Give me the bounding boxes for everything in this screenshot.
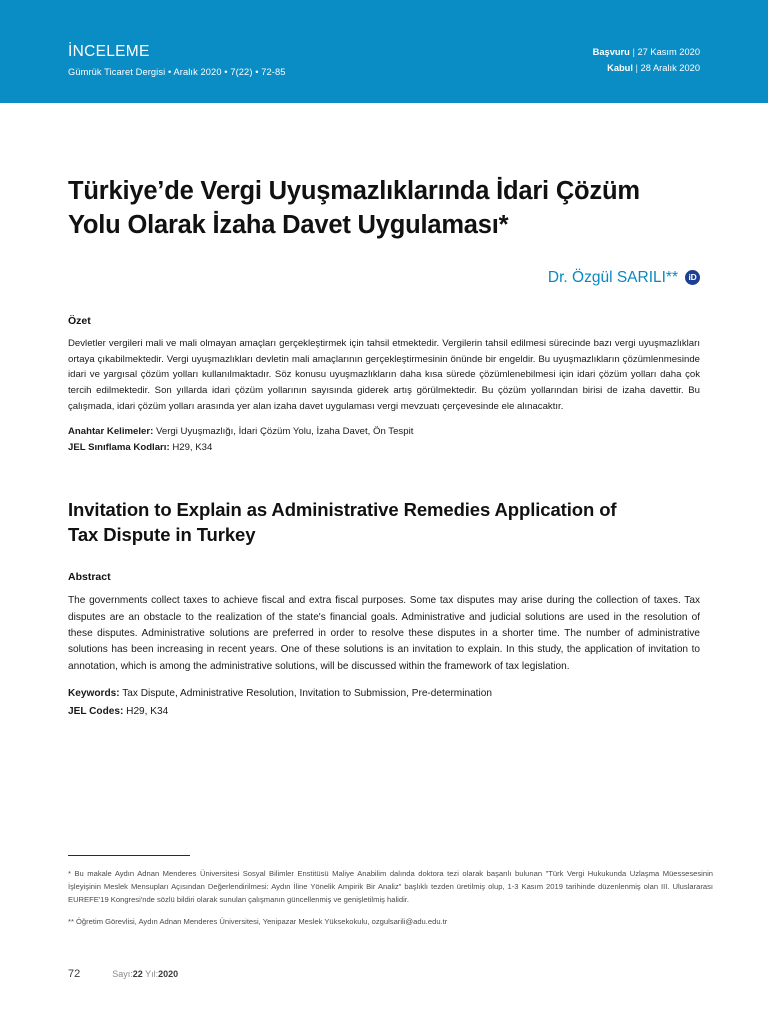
jel-en-value: H29, K34 [126, 706, 169, 717]
keywords-en-value: Tax Dispute, Administrative Resolution, Invitation to Submission, Pre-determination [122, 688, 492, 700]
keywords-tr-label: Anahtar Kelimeler: [68, 425, 154, 437]
header-content [68, 43, 700, 78]
footnotes-block [68, 855, 713, 928]
abstract-en-text: The governments collect taxes to achieve fiscal and extra fiscal purposes. Some tax disputes may arise during the collection of taxes. Tax disputes are an obstacle to the realization of the state's financial goals. Administrative and judicial solutions are used in the resolution of these disputes. Administrative solutions are preferred in order to resolve these disputes in a shorter time. The number of administrative solutions has been increasing in recent years. One of these solutions is an invitation to explain. In this study, the application of invitation to annotation, which is among the administrative solutions, will be discussed within the framework of tax legislation. [68, 595, 700, 672]
year-label: Yıl: [145, 969, 159, 979]
abstract-en-heading: Abstract [68, 570, 111, 583]
header-left-block [68, 43, 286, 78]
journal-citation-meta: Gümrük Ticaret Dergisi • Aralık 2020 • 7(22) • 72-85 [68, 67, 286, 78]
footnote-1: * Bu makale Aydın Adnan Menderes Üniversitesi Sosyal Bilimler Enstitüsü Maliye Anabilim dalında doktora tezi olarak başarılı bulunan "Türk Vergi Hukukunda Uzlaşma Müessesesinin İşleyişinin Meslek Mensupları Açısından Değerlendirilmesi: Aydın İline Yönelik Ampirik Bir Analiz" başlıklı tezden üretilmiş olup, 1-3 Kasım 2019 tarihinde düzenlenmiş olan III. Uluslararası EUREFE'19 Kongresi'nde sözlü bildiri olarak sunulan çalışmanın güncellenmiş ve genişletilmiş halidir. [68, 869, 713, 905]
page-number: 72 [68, 968, 81, 980]
keywords-tr-row [68, 424, 700, 441]
keywords-tr-value: Vergi Uyuşmazlığı, İdari Çözüm Yolu, İzaha Davet, Ön Tespit [155, 425, 414, 437]
submitted-date: 27 Kasım 2020 [637, 47, 700, 57]
jel-tr-label: JEL Sınıflama Kodları: [68, 442, 170, 454]
header-dates-block [593, 43, 700, 77]
issue-year-info [112, 969, 178, 979]
issue-label: Sayı: [112, 969, 133, 979]
date-separator-1: | [632, 47, 635, 57]
acceptance-date-row [593, 60, 700, 76]
article-section-label: İNCELEME [68, 43, 150, 60]
jel-en-label: JEL Codes: [68, 706, 124, 717]
accepted-date: 28 Aralık 2020 [640, 63, 700, 74]
submitted-label: Başvuru [592, 47, 630, 57]
date-separator-2: | [635, 63, 638, 74]
issue-value: 22 [132, 969, 143, 979]
author-byline [68, 269, 700, 287]
footnote-2: ** Öğretim Görevlisi, Aydın Adnan Menderes Üniversitesi, Yenipazar Meslek Yüksekokulu, ozgulsarili@adu.edu.tr [68, 917, 448, 927]
header-band [0, 0, 768, 103]
year-value: 2020 [158, 969, 179, 979]
jel-tr-row [68, 440, 700, 457]
page-title-english: Invitation to Explain as Administrative Remedies Application of Tax Dispute in Turkey [68, 498, 617, 545]
page-body [68, 103, 700, 721]
page-footer [68, 968, 178, 980]
jel-en-row [68, 703, 700, 721]
keywords-en-row [68, 685, 700, 703]
jel-tr-value: H29, K34 [172, 442, 213, 454]
abstract-tr-text: Devletler vergileri mali ve mali olmayan amaçları gerçekleştirmek için tahsil etmektedir. Vergilerin tahsil edilmesi sürecinde bazı vergi uyuşmazlıkları ortaya çıkabilmektedir. Vergi uyuşmazlıkları devletin mali amaçlarının gerçekleştirmesinin önünde bir engeldir. Bu uyuşmazlıkların çözümlenmesinde idari ve yargısal çözüm yolları kullanılmaktadır. Söz konusu uyuşmazlıkların daha kısa sürede çözümlenebilmesi için idari çözüm yolları daha çok tercih edilmektedir. Son yıllarda idari çözüm yollarının sayısında giderek artış görülmektedir. Bu çözüm yollarından birisi de izaha davettir. Bu çalışmada, idari çözüm yolları arasında yer alan izaha davet uygulaması vergi mevzuatı çerçevesinde ele alınacaktır. [68, 338, 700, 412]
page-title: Türkiye’de Vergi Uyuşmazlıklarında İdari Çözüm Yolu Olarak İzaha Davet Uygulaması* [68, 177, 640, 239]
footnote-divider [68, 855, 190, 856]
abstract-tr-heading: Özet [68, 314, 91, 327]
accepted-label: Kabul [607, 63, 633, 74]
keywords-en-label: Keywords: [68, 688, 120, 700]
orcid-id-icon[interactable]: iD [685, 270, 700, 285]
author-name: Dr. Özgül SARILI** [547, 268, 678, 286]
submission-date-row [593, 44, 700, 60]
